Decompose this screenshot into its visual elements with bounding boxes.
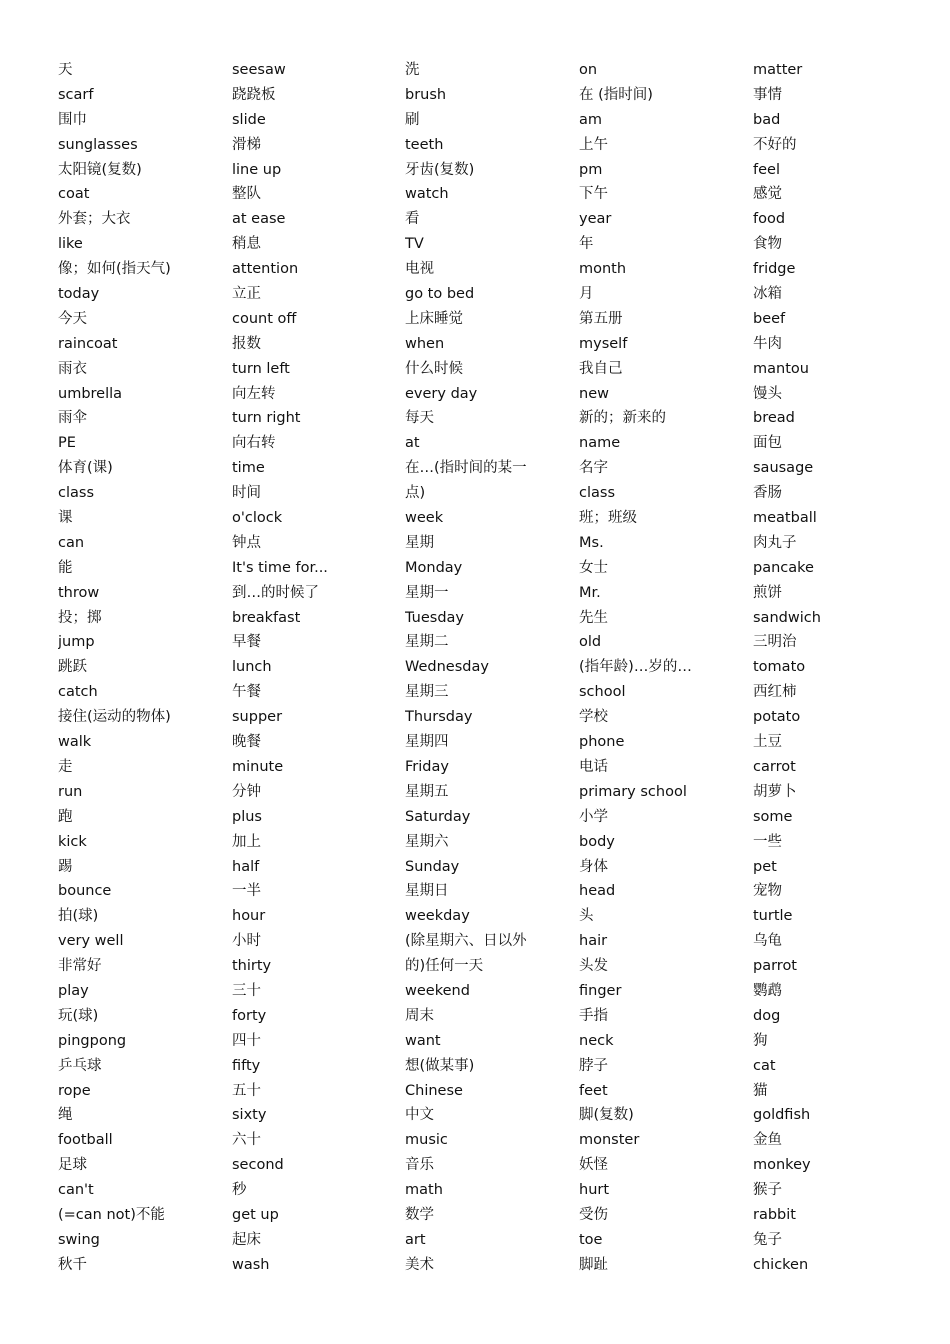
- vocab-line: 外套；大衣: [58, 211, 131, 228]
- vocab-line: hour: [232, 908, 266, 925]
- vocab-line: hurt: [579, 1182, 610, 1199]
- vocab-line: 跷跷板: [232, 86, 276, 103]
- vocab-line: 一些: [753, 833, 782, 850]
- vocab-line: 上午: [579, 136, 608, 153]
- vocab-line: am: [579, 111, 603, 128]
- vocab-line: year: [579, 211, 612, 228]
- vocab-line: 雨伞: [58, 410, 87, 427]
- vocab-line: lunch: [232, 659, 272, 676]
- vocab-line: 第五册: [579, 310, 623, 327]
- vocab-line: 乌龟: [753, 933, 782, 950]
- vocab-line: 星期一: [405, 584, 449, 601]
- vocab-line: 西红柿: [753, 684, 797, 701]
- vocab-line: (=can not)不能: [58, 1206, 165, 1223]
- vocab-line: mantou: [753, 360, 809, 377]
- vocab-line: 狗: [753, 1032, 768, 1049]
- vocab-line: 班；班级: [579, 510, 637, 527]
- vocab-line: turtle: [753, 908, 793, 925]
- vocab-line: math: [405, 1182, 443, 1199]
- vocab-line: 三明治: [753, 634, 797, 651]
- vocab-line: 晚餐: [232, 734, 261, 751]
- vocab-line: 跑: [58, 808, 73, 825]
- vocab-line: forty: [232, 1007, 267, 1024]
- vocab-line: scarf: [58, 86, 94, 103]
- vocab-line: Mr.: [579, 584, 601, 601]
- vocab-line: Tuesday: [405, 609, 464, 626]
- vocab-line: line up: [232, 161, 282, 178]
- vocab-line: 头发: [579, 958, 608, 975]
- vocab-line: weekday: [405, 908, 470, 925]
- vocab-line: 加上: [232, 833, 261, 850]
- vocab-line: on: [579, 62, 598, 78]
- vocab-line: 猴子: [753, 1182, 782, 1199]
- vocab-line: monster: [579, 1132, 640, 1149]
- vocab-line: feet: [579, 1082, 608, 1099]
- vocab-line: 在…(指时间的某一: [405, 460, 527, 477]
- vocab-line: 雨衣: [58, 360, 87, 377]
- vocab-line: teeth: [405, 136, 444, 153]
- vocab-line: tomato: [753, 659, 806, 676]
- vocab-line: jump: [58, 634, 95, 651]
- vocab-line: 像；如何(指天气): [58, 261, 171, 278]
- vocab-line: 天: [58, 62, 73, 78]
- vocab-line: umbrella: [58, 385, 123, 402]
- vocab-line: weekend: [405, 982, 470, 999]
- vocab-line: Sunday: [405, 858, 460, 875]
- vocab-line: goldfish: [753, 1107, 811, 1124]
- vocab-line: at ease: [232, 211, 286, 228]
- vocab-line: hair: [579, 933, 608, 950]
- vocab-line: very well: [58, 933, 124, 950]
- vocab-line: half: [232, 858, 260, 875]
- vocab-line: breakfast: [232, 609, 301, 626]
- vocab-line: 手指: [579, 1007, 608, 1024]
- vocab-line: food: [753, 211, 786, 228]
- vocab-line: bad: [753, 111, 781, 128]
- vocab-line: monkey: [753, 1157, 811, 1174]
- vocab-line: matter: [753, 62, 803, 78]
- vocab-line: walk: [58, 734, 92, 751]
- vocab-line: fifty: [232, 1057, 261, 1074]
- vocab-line: Wednesday: [405, 659, 489, 676]
- vocab-line: 秒: [232, 1182, 247, 1199]
- vocab-line: 身体: [579, 858, 608, 875]
- vocab-line: o'clock: [232, 510, 283, 527]
- vocab-line: swing: [58, 1231, 100, 1248]
- vocab-line: It's time for...: [232, 559, 328, 576]
- vocab-line: 妖怪: [579, 1157, 608, 1174]
- vocab-line: 周末: [405, 1007, 434, 1024]
- vocab-line: 午餐: [232, 684, 261, 701]
- vocab-line: 上床睡觉: [405, 310, 463, 327]
- vocab-line: 点): [405, 485, 426, 502]
- vocab-line: coat: [58, 186, 90, 203]
- vocab-line: 星期: [405, 534, 434, 551]
- vocab-line: 先生: [579, 609, 608, 626]
- vocab-line: at: [405, 435, 420, 452]
- vocab-line: feel: [753, 161, 780, 178]
- vocab-line: 胡萝卜: [753, 783, 797, 800]
- vocab-line: 起床: [232, 1231, 261, 1248]
- vocab-line: 音乐: [405, 1157, 434, 1174]
- vocab-line: 鹦鹉: [753, 982, 782, 999]
- vocab-line: 下午: [579, 186, 608, 203]
- vocab-line: can: [58, 534, 85, 551]
- vocab-line: Friday: [405, 758, 449, 775]
- vocab-line: 小时: [232, 933, 261, 950]
- vocab-line: 四十: [232, 1032, 261, 1049]
- vocab-line: 馒头: [753, 385, 782, 402]
- vocab-line: 玩(球): [58, 1007, 99, 1024]
- vocab-line: seesaw: [232, 62, 286, 78]
- vocab-line: 星期四: [405, 734, 449, 751]
- vocab-line: want: [405, 1032, 441, 1049]
- vocab-line: 年: [579, 236, 594, 253]
- vocab-line: bread: [753, 410, 795, 427]
- vocab-line: body: [579, 833, 615, 850]
- vocab-line: 太阳镜(复数): [58, 161, 142, 178]
- vocab-line: rope: [58, 1082, 91, 1099]
- vocab-line: 面包: [753, 435, 782, 452]
- vocab-line: sandwich: [753, 609, 821, 626]
- vocab-line: 什么时候: [405, 360, 463, 377]
- vocab-line: TV: [405, 236, 424, 253]
- vocab-line: 滑梯: [232, 136, 261, 153]
- vocab-line: 煎饼: [753, 584, 782, 601]
- vocab-line: 我自己: [579, 360, 623, 377]
- vocab-line: run: [58, 783, 83, 800]
- vocab-line: 猫: [753, 1082, 768, 1099]
- vocab-line: 拍(球): [58, 908, 99, 925]
- vocab-line: 跳跃: [58, 659, 87, 676]
- vocab-line: 学校: [579, 709, 608, 726]
- vocab-line: 星期日: [405, 883, 449, 900]
- vocab-line: 分钟: [232, 783, 261, 800]
- vocab-line: 六十: [232, 1132, 261, 1149]
- vocab-line: 时间: [232, 485, 261, 502]
- vocab-line: 三十: [232, 982, 261, 999]
- vocab-line: raincoat: [58, 335, 118, 352]
- vocab-line: phone: [579, 734, 625, 751]
- vocab-line: 脚趾: [579, 1256, 608, 1273]
- vocab-line: head: [579, 883, 616, 900]
- vocab-line: 投；掷: [58, 609, 102, 626]
- vocab-line: (指年龄)…岁的…: [579, 659, 692, 676]
- vocab-line: beef: [753, 310, 786, 327]
- vocab-line: 接住(运动的物体): [58, 709, 171, 726]
- vocab-line: 肉丸子: [753, 534, 797, 551]
- vocab-line: 早餐: [232, 634, 261, 651]
- vocab-line: month: [579, 261, 627, 278]
- vocab-line: 牙齿(复数): [405, 161, 475, 178]
- vocab-line: 乒乓球: [58, 1057, 102, 1074]
- vocab-line: like: [58, 236, 83, 253]
- vocab-line: carrot: [753, 758, 796, 775]
- vocab-line: potato: [753, 709, 801, 726]
- vocab-line: 星期五: [405, 783, 449, 800]
- vocab-line: Monday: [405, 559, 463, 576]
- vocab-line: throw: [58, 584, 100, 601]
- vocab-line: kick: [58, 833, 87, 850]
- vocab-line: 中文: [405, 1107, 434, 1124]
- vocab-line: 宠物: [753, 883, 782, 900]
- vocab-line: meatball: [753, 510, 817, 527]
- vocab-line: old: [579, 634, 602, 651]
- vocab-line: 立正: [232, 286, 261, 303]
- vocab-line: pancake: [753, 559, 814, 576]
- vocab-line: Saturday: [405, 808, 471, 825]
- vocab-column-4: [579, 58, 747, 1278]
- vocab-line: 向右转: [232, 435, 276, 452]
- vocab-line: sunglasses: [58, 136, 138, 153]
- vocab-line: 美术: [405, 1256, 434, 1273]
- vocab-line: 星期二: [405, 634, 449, 651]
- vocab-line: minute: [232, 758, 284, 775]
- vocab-column-2: [232, 58, 400, 1278]
- vocab-line: when: [405, 335, 445, 352]
- vocab-line: 踢: [58, 858, 73, 875]
- vocab-line: new: [579, 385, 609, 402]
- vocab-line: 看: [405, 211, 420, 228]
- vocab-line: slide: [232, 111, 266, 128]
- vocab-line: supper: [232, 709, 283, 726]
- vocab-line: parrot: [753, 958, 797, 975]
- vocab-line: attention: [232, 261, 299, 278]
- vocab-line: chicken: [753, 1256, 809, 1273]
- vocab-line: 受伤: [579, 1206, 608, 1223]
- vocab-line: 报数: [232, 335, 261, 352]
- vocab-line: 名字: [579, 460, 608, 477]
- vocab-line: count off: [232, 310, 297, 327]
- vocab-line: pingpong: [58, 1032, 127, 1049]
- vocab-line: 头: [579, 908, 594, 925]
- vocab-line: 想(做某事): [405, 1057, 475, 1074]
- vocab-column-5: [753, 58, 921, 1278]
- vocab-line: 食物: [753, 236, 782, 253]
- vocab-line: 小学: [579, 808, 608, 825]
- vocab-line: pm: [579, 161, 603, 178]
- vocab-line: 新的；新来的: [579, 410, 666, 427]
- vocab-line: bounce: [58, 883, 112, 900]
- vocab-line: thirty: [232, 958, 272, 975]
- vocab-line: 感觉: [753, 186, 782, 203]
- vocab-line: 体育(课): [58, 460, 113, 477]
- vocab-line: 秋千: [58, 1256, 87, 1273]
- vocab-line: 女士: [579, 559, 608, 576]
- vocab-line: second: [232, 1157, 284, 1174]
- vocab-line: 冰箱: [753, 286, 782, 303]
- vocab-line: 金鱼: [753, 1132, 782, 1149]
- vocab-line: pet: [753, 858, 777, 875]
- vocab-line: can't: [58, 1182, 94, 1199]
- vocab-line: time: [232, 460, 265, 477]
- vocab-line: 向左转: [232, 385, 276, 402]
- vocab-line: 走: [58, 758, 73, 775]
- vocab-line: music: [405, 1132, 448, 1149]
- vocab-line: plus: [232, 808, 262, 825]
- vocab-line: 的)任何一天: [405, 958, 484, 975]
- vocab-line: week: [405, 510, 444, 527]
- vocab-line: 数学: [405, 1206, 434, 1223]
- vocab-line: 课: [58, 510, 73, 527]
- vocab-line: Ms.: [579, 534, 604, 551]
- vocab-line: 电视: [405, 261, 434, 278]
- vocab-line: get up: [232, 1206, 279, 1223]
- vocab-line: 兔子: [753, 1231, 782, 1248]
- vocab-line: 星期三: [405, 684, 449, 701]
- vocab-line: Thursday: [405, 709, 473, 726]
- vocab-line: 在 (指时间): [579, 86, 653, 103]
- vocab-line: 足球: [58, 1157, 87, 1174]
- vocab-line: play: [58, 982, 89, 999]
- vocab-line: 一半: [232, 883, 261, 900]
- vocab-line: Chinese: [405, 1082, 463, 1099]
- vocab-line: turn left: [232, 360, 290, 377]
- vocab-line: 钟点: [232, 534, 261, 551]
- vocab-line: 星期六: [405, 833, 449, 850]
- vocab-line: 绳: [58, 1107, 73, 1124]
- vocab-line: 脚(复数): [579, 1107, 634, 1124]
- vocab-line: 香肠: [753, 485, 782, 502]
- vocab-line: PE: [58, 435, 76, 452]
- vocab-line: 土豆: [753, 734, 782, 751]
- vocab-line: 洗: [405, 62, 420, 78]
- vocab-line: football: [58, 1132, 113, 1149]
- vocab-line: 围巾: [58, 111, 87, 128]
- vocab-line: fridge: [753, 261, 796, 278]
- vocab-line: myself: [579, 335, 628, 352]
- vocab-line: today: [58, 286, 100, 303]
- vocab-line: class: [58, 485, 94, 502]
- vocab-line: turn right: [232, 410, 301, 427]
- vocab-line: dog: [753, 1007, 781, 1024]
- vocab-line: 事情: [753, 86, 782, 103]
- vocab-line: watch: [405, 186, 449, 203]
- vocab-line: rabbit: [753, 1206, 796, 1223]
- vocab-line: 五十: [232, 1082, 261, 1099]
- vocab-line: toe: [579, 1231, 603, 1248]
- vocab-line: sixty: [232, 1107, 267, 1124]
- vocab-line: 刷: [405, 111, 420, 128]
- vocab-line: (除星期六、日以外: [405, 933, 527, 950]
- vocab-line: 到…的时候了: [232, 584, 319, 601]
- vocab-line: catch: [58, 684, 98, 701]
- vocab-line: sausage: [753, 460, 814, 477]
- vocab-column-1: [58, 58, 226, 1278]
- vocab-line: go to bed: [405, 286, 475, 303]
- vocab-line: 牛肉: [753, 335, 782, 352]
- vocab-line: finger: [579, 982, 622, 999]
- vocab-line: primary school: [579, 783, 687, 800]
- vocab-line: 不好的: [753, 136, 797, 153]
- vocab-line: 今天: [58, 310, 87, 327]
- vocab-line: neck: [579, 1032, 614, 1049]
- vocab-line: 每天: [405, 410, 434, 427]
- vocab-line: class: [579, 485, 615, 502]
- vocab-line: 稍息: [232, 236, 261, 253]
- vocab-column-3: [405, 58, 573, 1278]
- vocab-line: some: [753, 808, 793, 825]
- vocab-line: every day: [405, 385, 478, 402]
- vocab-line: name: [579, 435, 621, 452]
- vocab-line: 电话: [579, 758, 608, 775]
- vocab-line: school: [579, 684, 626, 701]
- vocab-line: 脖子: [579, 1057, 608, 1074]
- vocab-line: brush: [405, 86, 447, 103]
- vocab-line: 整队: [232, 186, 261, 203]
- vocab-line: wash: [232, 1256, 270, 1273]
- vocab-line: art: [405, 1231, 426, 1248]
- vocab-line: cat: [753, 1057, 776, 1074]
- vocab-line: 月: [579, 286, 594, 303]
- vocab-line: 非常好: [58, 958, 102, 975]
- vocab-line: 能: [58, 559, 73, 576]
